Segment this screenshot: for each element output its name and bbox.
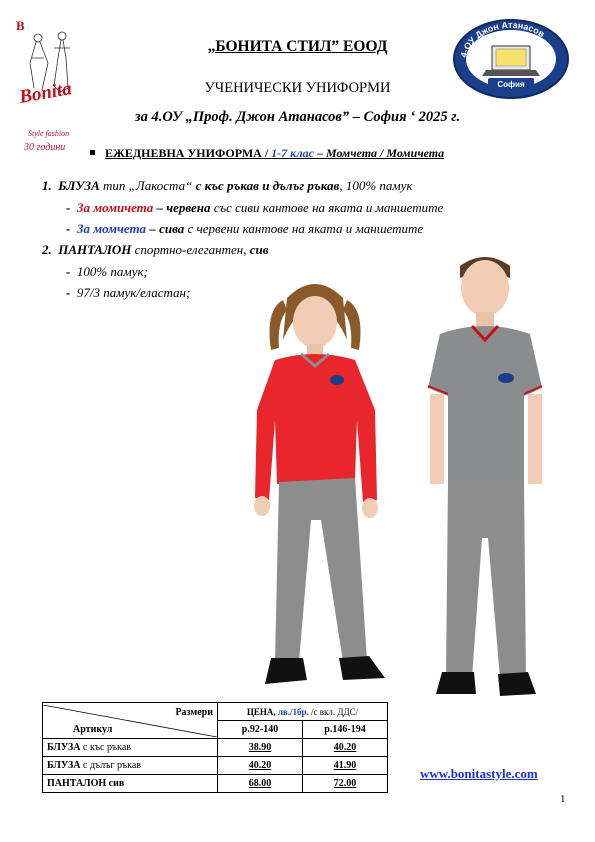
blouse-boys-line: - За момчета – сива с червени кантове на яката и маншетите <box>66 221 424 236</box>
article-header: Артикул <box>73 723 113 735</box>
girl-uniform-photo <box>225 270 405 700</box>
price-header: ЦЕНА, лв./1бр. /с вкл. ДДС/ <box>218 703 388 721</box>
trousers-option-1: - 100% памук; <box>66 264 148 279</box>
trousers-option-2: - 97/3 памук/еластан; <box>66 285 191 300</box>
sizes-header: Размери <box>175 706 213 718</box>
website-link[interactable]: www.bonitastyle.com <box>420 766 538 781</box>
bullet-icon <box>90 150 95 155</box>
logo-letter: B <box>16 18 25 33</box>
table-row: БЛУЗА с къс ръкав 38.90 40.20 <box>43 739 388 757</box>
blouse-girls-line: - За момичета – червена със сиви кантове на яката и маншетите <box>66 200 444 215</box>
school-arc-text: 4-ОУ Джон Атанасов <box>458 19 547 59</box>
size-range-2: р.146-194 <box>303 721 388 739</box>
company-title: „БОНИТА СТИЛ” ЕООД <box>207 38 388 55</box>
size-range-1: р.92-140 <box>218 721 303 739</box>
table-row: ПАНТАЛОН сив 68.00 72.00 <box>43 775 388 793</box>
category-line: ЕЖЕДНЕВНА УНИФОРМА / 1-7 клас – Момчета / Момичета <box>90 146 444 161</box>
school-city: София <box>497 80 525 89</box>
logo-tagline: Style fashion <box>28 129 70 138</box>
boy-uniform-photo <box>420 248 550 718</box>
price-table <box>42 702 388 793</box>
school-line: за 4.ОУ „Проф. Джон Атанасов” – София ‘ 2025 г. <box>134 109 461 125</box>
document-subtitle: УЧЕНИЧЕСКИ УНИФОРМИ <box>204 80 391 96</box>
page-number: 1 <box>560 793 566 805</box>
table-corner-header <box>43 703 218 739</box>
logo-years: 30 години <box>24 142 66 153</box>
logo-brand: Bonita <box>17 78 74 108</box>
item-trousers: 2. ПАНТАЛОН спортно-елегантен, сив <box>42 242 269 257</box>
item-blouse: 1. БЛУЗА тип „Лакоста“ с къс ръкав и дълъг ръкав, 100% памук <box>42 178 413 193</box>
table-row: БЛУЗА с дълъг ръкав 40.20 41.90 <box>43 757 388 775</box>
